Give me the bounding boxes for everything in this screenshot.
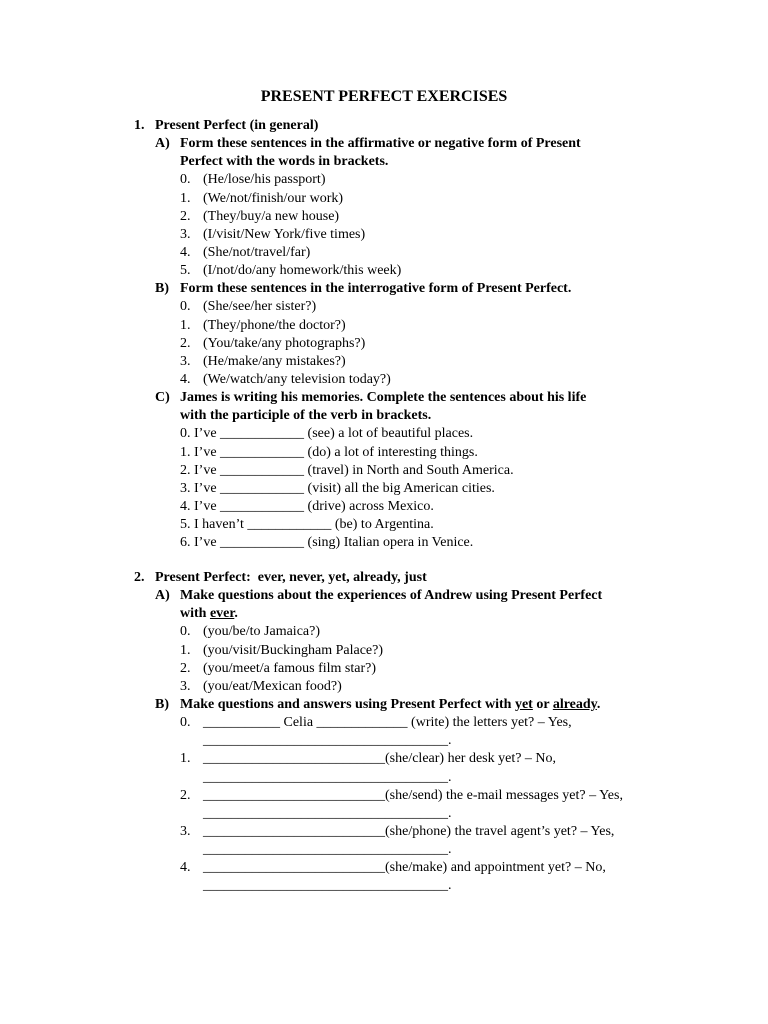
instruction-text: Form these sentences in the affirmative or negative form of Present — [180, 136, 581, 152]
item-text: (He/make/any mistakes?) — [203, 353, 346, 369]
item-number: 4. — [180, 860, 191, 876]
section-title: Present Perfect: ever, never, yet, already, just — [155, 570, 427, 585]
exercise-item — [0, 623, 768, 641]
exercise-item — [0, 750, 768, 768]
exercise-item — [0, 190, 768, 208]
exercise-item — [0, 787, 768, 805]
exercise-item — [0, 714, 768, 732]
exercise-item — [0, 642, 768, 660]
instruction-text: or — [532, 696, 553, 712]
instruction-text: Make questions about the experiences of Andrew using Present Perfect — [180, 588, 603, 604]
item-text: (you/meet/a famous film star?) — [203, 660, 376, 676]
item-number: 0. — [180, 172, 191, 188]
exercise-item — [0, 226, 768, 244]
answer-blank-line — [0, 841, 768, 859]
item-text: (You/take/any photographs?) — [203, 335, 366, 351]
item-text: (you/eat/Mexican food?) — [203, 678, 342, 694]
exercise-item — [0, 317, 768, 335]
instruction-text: with — [180, 606, 210, 622]
exercise-item — [0, 462, 768, 480]
item-text: __________________________(she/clear) her desk yet? – No, — [203, 751, 557, 767]
instruction-text: Make questions and answers using Present Perfect with — [180, 696, 515, 712]
answer-blank-line — [0, 769, 768, 787]
item-number: 2. — [180, 335, 191, 351]
part-letter: B) — [155, 696, 169, 712]
part-instruction-continued — [0, 605, 768, 623]
item-text: ___________ Celia _____________ (write) the letters yet? – Yes, — [203, 715, 572, 731]
keyword-ever: ever — [209, 606, 235, 622]
exercise-item — [0, 823, 768, 841]
exercise-item — [0, 660, 768, 678]
section-1 — [0, 117, 768, 552]
item-text: I’ve ____________ (travel) in North and South America. — [194, 462, 514, 478]
document-title: PRESENT PERFECT EXERCISES — [260, 88, 508, 105]
instruction-text: with the participle of the verb in brackets. — [180, 408, 432, 424]
answer-blank: ___________________________________. — [203, 878, 452, 894]
item-number: 1. — [180, 190, 191, 206]
exercise-item — [0, 444, 768, 462]
instruction-text: Perfect with the words in brackets. — [180, 154, 389, 170]
item-text: I’ve ____________ (sing) Italian opera in Venice. — [194, 535, 474, 551]
item-text: (We/not/finish/our work) — [203, 190, 344, 206]
item-number: 2. — [180, 208, 191, 224]
item-text: (She/not/travel/far) — [203, 244, 311, 260]
item-text: __________________________(she/phone) the travel agent’s yet? – Yes, — [203, 823, 615, 839]
item-number: 4. — [180, 498, 191, 514]
exercise-item — [0, 353, 768, 371]
item-text: (They/phone/the doctor?) — [203, 317, 346, 333]
item-number: 3. — [180, 823, 191, 839]
item-number: 2. — [180, 462, 191, 478]
answer-blank: ___________________________________. — [203, 733, 452, 749]
item-text: (They/buy/a new house) — [203, 208, 340, 224]
item-text: I’ve ____________ (see) a lot of beautiful places. — [194, 426, 474, 442]
section-number: 1. — [134, 118, 145, 133]
item-text: I’ve ____________ (drive) across Mexico. — [194, 498, 434, 514]
item-number: 5. — [180, 517, 191, 533]
instruction-text: . — [234, 606, 238, 622]
item-number: 3. — [180, 678, 191, 694]
part-instruction-continued — [0, 153, 768, 171]
exercise-item — [0, 425, 768, 443]
section-heading — [0, 117, 768, 135]
answer-blank-line — [0, 732, 768, 750]
section-heading — [0, 569, 768, 587]
item-number: 6. — [180, 535, 191, 551]
item-text: I’ve ____________ (do) a lot of interesting things. — [194, 444, 478, 460]
item-number: 1. — [180, 444, 191, 460]
item-text: I’ve ____________ (visit) all the big American cities. — [194, 480, 495, 496]
item-number: 5. — [180, 263, 191, 279]
answer-blank-line — [0, 877, 768, 895]
exercise-item — [0, 516, 768, 534]
part-instruction-continued — [0, 407, 768, 425]
exercise-item — [0, 208, 768, 226]
item-number: 3. — [180, 480, 191, 496]
exercise-item — [0, 480, 768, 498]
exercise-item — [0, 371, 768, 389]
part-instruction — [0, 696, 768, 714]
item-number: 4. — [180, 244, 191, 260]
answer-blank: ___________________________________. — [203, 842, 452, 858]
exercise-item — [0, 534, 768, 552]
section-title: Present Perfect (in general) — [155, 118, 319, 133]
exercise-item — [0, 244, 768, 262]
part-instruction — [0, 280, 768, 298]
item-number: 1. — [180, 642, 191, 658]
exercise-item — [0, 171, 768, 189]
item-text: __________________________(she/send) the e-mail messages yet? – Yes, — [203, 787, 623, 803]
part-letter: A) — [155, 588, 170, 604]
item-text: (We/watch/any television today?) — [203, 371, 391, 387]
exercise-item — [0, 498, 768, 516]
answer-blank: ___________________________________. — [203, 769, 452, 785]
item-text: (She/see/her sister?) — [203, 299, 317, 315]
answer-blank-line — [0, 805, 768, 823]
exercise-item — [0, 262, 768, 280]
item-text: (I/visit/New York/five times) — [203, 226, 366, 242]
item-text: (I/not/do/any homework/this week) — [203, 263, 402, 279]
item-text: (you/visit/Buckingham Palace?) — [203, 642, 384, 658]
keyword-yet: yet — [514, 696, 533, 712]
section-2 — [0, 569, 768, 896]
part-instruction — [0, 135, 768, 153]
section-number: 2. — [134, 570, 145, 585]
item-number: 0. — [180, 299, 191, 315]
part-instruction — [0, 389, 768, 407]
item-number: 1. — [180, 317, 191, 333]
instruction-text: James is writing his memories. Complete the sentences about his life — [180, 390, 587, 406]
part-letter: A) — [155, 136, 170, 152]
item-number: 1. — [180, 751, 191, 767]
item-number: 0. — [180, 426, 191, 442]
item-number: 0. — [180, 715, 191, 731]
exercise-item — [0, 335, 768, 353]
item-text: (He/lose/his passport) — [203, 172, 326, 188]
part-instruction — [0, 587, 768, 605]
item-number: 2. — [180, 787, 191, 803]
item-number: 3. — [180, 353, 191, 369]
item-number: 0. — [180, 624, 191, 640]
item-text: I haven’t ____________ (be) to Argentina. — [194, 517, 434, 533]
part-letter: C) — [155, 390, 170, 406]
exercise-item — [0, 859, 768, 877]
part-letter: B) — [155, 281, 169, 297]
item-number: 2. — [180, 660, 191, 676]
item-text: (you/be/to Jamaica?) — [203, 624, 321, 640]
answer-blank: ___________________________________. — [203, 805, 452, 821]
item-number: 3. — [180, 226, 191, 242]
keyword-already: already — [552, 696, 597, 712]
item-number: 4. — [180, 371, 191, 387]
instruction-text: . — [596, 696, 601, 712]
exercise-item — [0, 298, 768, 316]
item-text: __________________________(she/make) and appointment yet? – No, — [203, 860, 606, 876]
exercise-item — [0, 678, 768, 696]
instruction-text: Form these sentences in the interrogative form of Present Perfect. — [180, 281, 572, 297]
